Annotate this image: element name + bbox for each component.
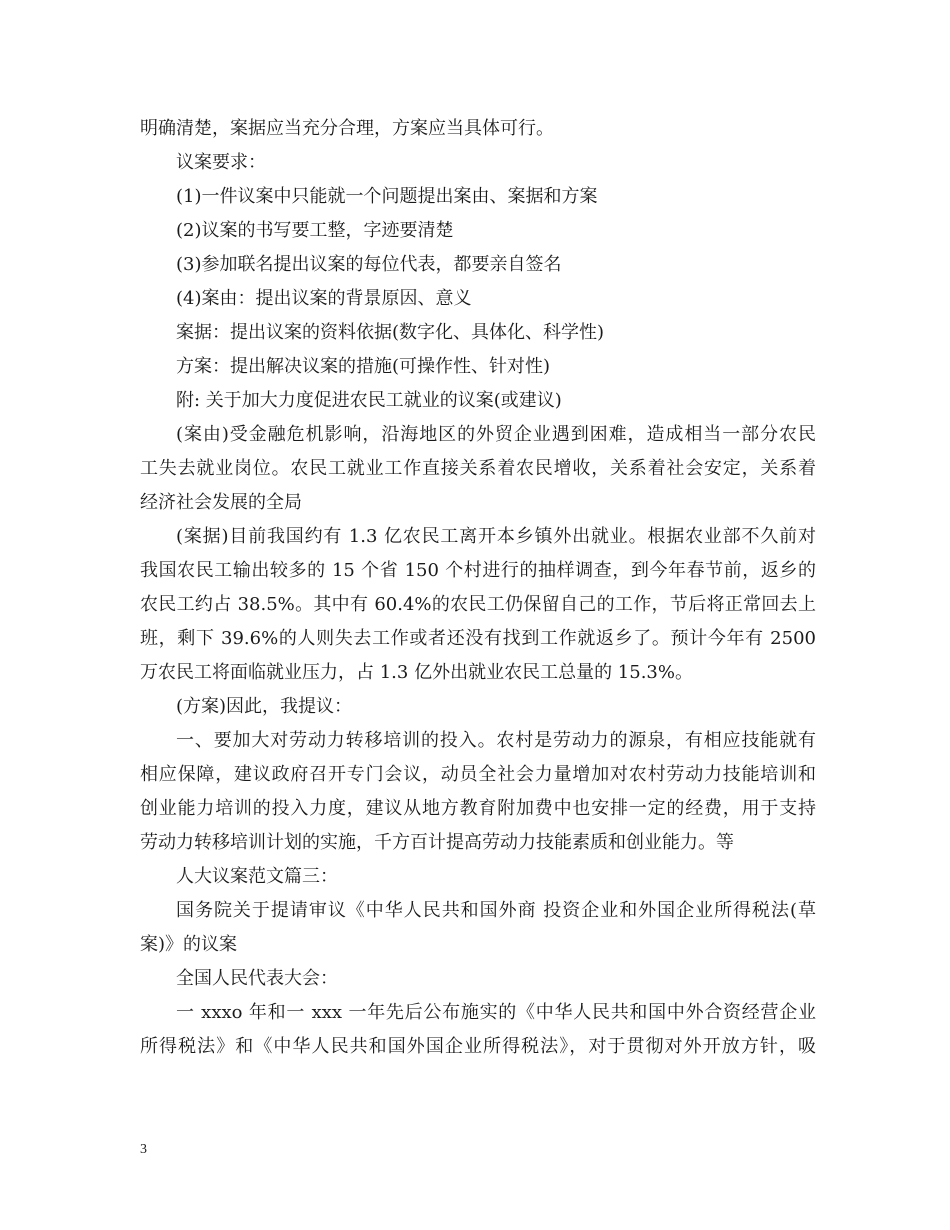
text-line: (案据)目前我国约有 1.3 亿农民工离开本乡镇外出就业。根据农业部不久前对 [176, 526, 816, 547]
body-text [140, 112, 816, 1064]
text-line: 人大议案范文篇三： [176, 866, 338, 887]
text-line: 劳动力转移培训计划的实施，千方百计提高劳动力技能素质和创业能力。等 [140, 832, 734, 853]
text-line: (3)参加联名提出议案的每位代表，都要亲自签名 [176, 254, 562, 275]
text-line: (2)议案的书写要工整，字迹要清楚 [176, 220, 454, 241]
text-line: 案)》的议案 [140, 934, 238, 955]
text-line: 方案：提出解决议案的措施(可操作性、针对性) [176, 356, 551, 377]
text-line: (1)一件议案中只能就一个问题提出案由、案据和方案 [176, 186, 598, 207]
text-line: 全国人民代表大会： [176, 968, 338, 989]
text-line: 我国农民工输出较多的 15 个省 150 个村进行的抽样调查，到今年春节前，返乡的 [140, 560, 816, 581]
text-line: (4)案由：提出议案的背景原因、意义 [176, 288, 472, 309]
text-line: 附: 关于加大力度促进农民工就业的议案(或建议) [176, 390, 562, 411]
text-line: 农民工约占 38.5%。其中有 60.4%的农民工仍保留自己的工作，节后将正常回去上 [140, 594, 816, 615]
text-line: 案据：提出议案的资料依据(数字化、具体化、科学性) [176, 322, 605, 343]
text-line: 创业能力培训的投入力度，建议从地方教育附加费中也安排一定的经费，用于支持 [140, 798, 816, 819]
text-line: 一、要加大对劳动力转移培训的投入。农村是劳动力的源泉，有相应技能就有 [176, 730, 816, 751]
text-line: 相应保障，建议政府召开专门会议，动员全社会力量增加对农村劳动力技能培训和 [140, 764, 816, 785]
text-line: 经济社会发展的全局 [140, 492, 302, 513]
text-line: 万农民工将面临就业压力，占 1.3 亿外出就业农民工总量的 15.3%。 [140, 662, 693, 683]
text-line: 一 xxxo 年和一 xxx 一年先后公布施实的《中华人民共和国中外合资经营企业 [176, 1002, 816, 1023]
page-number: 3 [140, 1142, 147, 1157]
text-line: 所得税法》和《中华人民共和国外国企业所得税法》，对于贯彻对外开放方针，吸 [140, 1036, 816, 1057]
text-line: 工失去就业岗位。农民工就业工作直接关系着农民增收，关系着社会安定，关系着 [140, 458, 816, 479]
text-line: 国务院关于提请审议《中华人民共和国外商 投资企业和外国企业所得税法(草 [176, 900, 816, 921]
text-line: (方案)因此，我提议： [176, 696, 353, 717]
text-line: 议案要求： [176, 152, 266, 173]
text-line: 明确清楚，案据应当充分合理，方案应当具体可行。 [140, 118, 554, 139]
text-line: (案由)受金融危机影响，沿海地区的外贸企业遇到困难，造成相当一部分农民 [176, 424, 816, 445]
text-line: 班，剩下 39.6%的人则失去工作或者还没有找到工作就返乡了。预计今年有 2500 [140, 628, 816, 649]
